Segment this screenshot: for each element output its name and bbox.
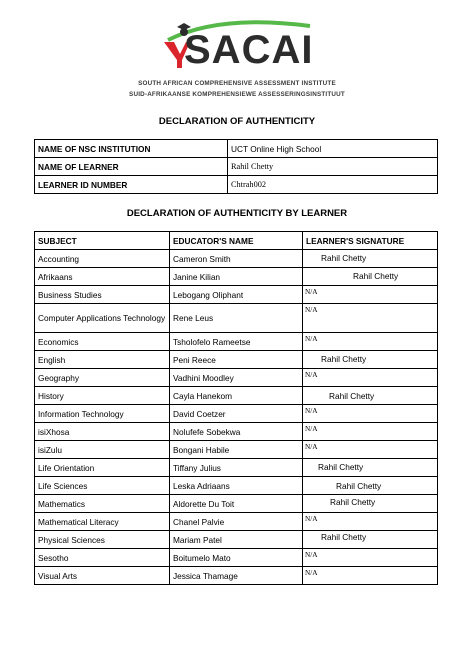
- table-row: [35, 369, 438, 387]
- subject-cell: Afrikaans: [35, 268, 170, 286]
- educator-cell: Rene Leus: [170, 304, 303, 333]
- info-label: LEARNER ID NUMBER: [35, 176, 228, 194]
- signature-cell: [303, 304, 438, 333]
- educator-cell: David Coetzer: [170, 405, 303, 423]
- subjects-table: [34, 231, 438, 585]
- signature-text: N/A: [305, 370, 318, 379]
- signature-text: Rahil Chetty: [321, 253, 367, 263]
- subject-cell: Mathematical Literacy: [35, 513, 170, 531]
- table-row: [35, 513, 438, 531]
- subject-cell: Information Technology: [35, 405, 170, 423]
- signature-cell: [303, 351, 438, 369]
- table-row: [35, 477, 438, 495]
- subject-cell: English: [35, 351, 170, 369]
- educator-cell: Jessica Thamage: [170, 567, 303, 585]
- subject-cell: Economics: [35, 333, 170, 351]
- signature-text: N/A: [305, 568, 318, 577]
- signature-text: N/A: [305, 334, 318, 343]
- educator-cell: Chanel Palvie: [170, 513, 303, 531]
- table-row: [35, 441, 438, 459]
- info-value: Chtrah002: [228, 176, 438, 194]
- table-row: [35, 250, 438, 268]
- table-row: [35, 304, 438, 333]
- institute-name-afrikaans: SUID-AFRIKAANSE KOMPREHENSIEWE ASSESSERINGSINSTITUUT: [129, 91, 345, 98]
- signature-text: Rahil Chetty: [330, 497, 376, 507]
- table-header-row: [35, 232, 438, 250]
- educator-cell: Mariam Patel: [170, 531, 303, 549]
- info-label: NAME OF LEARNER: [35, 158, 228, 176]
- column-header-signature: LEARNER'S SIGNATURE: [303, 232, 438, 250]
- educator-cell: Tsholofelo Rameetse: [170, 333, 303, 351]
- info-value: Rahil Chetty: [228, 158, 438, 176]
- table-row: [35, 423, 438, 441]
- table-row: [35, 387, 438, 405]
- subject-cell: Sesotho: [35, 549, 170, 567]
- table-row: [35, 268, 438, 286]
- signature-cell: [303, 495, 438, 513]
- subject-cell: Physical Sciences: [35, 531, 170, 549]
- signature-text: Rahil Chetty: [321, 354, 367, 364]
- learner-declaration-heading: DECLARATION OF AUTHENTICITY BY LEARNER: [126, 208, 348, 219]
- signature-cell: [303, 531, 438, 549]
- declaration-heading: DECLARATION OF AUTHENTICITY: [158, 116, 316, 127]
- signature-text: N/A: [305, 550, 318, 559]
- subject-cell: isiXhosa: [35, 423, 170, 441]
- signature-text: Rahil Chetty: [353, 271, 399, 281]
- signature-cell: [303, 477, 438, 495]
- logo-wordmark: SACAI: [184, 28, 314, 72]
- signature-cell: [303, 567, 438, 585]
- educator-cell: Boitumelo Mato: [170, 549, 303, 567]
- column-header-subject: SUBJECT: [35, 232, 170, 250]
- signature-text: N/A: [305, 514, 318, 523]
- educator-cell: Cayla Hanekom: [170, 387, 303, 405]
- educator-cell: Cameron Smith: [170, 250, 303, 268]
- educator-cell: Peni Reece: [170, 351, 303, 369]
- institute-name-english: SOUTH AFRICAN COMPREHENSIVE ASSESSMENT INSTITUTE: [138, 80, 336, 87]
- info-row-institution: [35, 140, 438, 158]
- signature-text: Rahil Chetty: [329, 391, 375, 401]
- info-label: NAME OF NSC INSTITUTION: [35, 140, 228, 158]
- signature-cell: [303, 513, 438, 531]
- signature-text: N/A: [305, 406, 318, 415]
- info-row-learner-id: [35, 176, 438, 194]
- educator-cell: Leska Adriaans: [170, 477, 303, 495]
- signature-text: N/A: [305, 442, 318, 451]
- subject-cell: Visual Arts: [35, 567, 170, 585]
- subject-cell: Geography: [35, 369, 170, 387]
- subject-cell: Mathematics: [35, 495, 170, 513]
- column-header-educator: EDUCATOR'S NAME: [170, 232, 303, 250]
- signature-cell: [303, 333, 438, 351]
- table-row: [35, 351, 438, 369]
- table-row: [35, 405, 438, 423]
- educator-cell: Tiffany Julius: [170, 459, 303, 477]
- educator-cell: Bongani Habile: [170, 441, 303, 459]
- signature-text: N/A: [305, 287, 318, 296]
- signature-text: Rahil Chetty: [321, 532, 367, 542]
- signature-text: N/A: [305, 424, 318, 433]
- learner-info-table: [34, 139, 438, 194]
- signature-cell: [303, 369, 438, 387]
- info-row-learner-name: [35, 158, 438, 176]
- educator-cell: Nolufefe Sobekwa: [170, 423, 303, 441]
- table-row: [35, 549, 438, 567]
- signature-cell: [303, 441, 438, 459]
- table-row: [35, 495, 438, 513]
- educator-cell: Lebogang Oliphant: [170, 286, 303, 304]
- signature-text: Rahil Chetty: [336, 481, 382, 491]
- subject-cell: Computer Applications Technology: [35, 304, 170, 333]
- signature-text: N/A: [305, 305, 318, 314]
- subject-cell: Life Orientation: [35, 459, 170, 477]
- subject-cell: Accounting: [35, 250, 170, 268]
- table-row: [35, 333, 438, 351]
- table-row: [35, 286, 438, 304]
- signature-cell: [303, 286, 438, 304]
- subject-cell: Business Studies: [35, 286, 170, 304]
- signature-cell: [303, 268, 438, 286]
- educator-cell: Vadhini Moodley: [170, 369, 303, 387]
- signature-cell: [303, 250, 438, 268]
- signature-cell: [303, 387, 438, 405]
- subject-cell: History: [35, 387, 170, 405]
- signature-cell: [303, 423, 438, 441]
- signature-cell: [303, 459, 438, 477]
- subject-cell: Life Sciences: [35, 477, 170, 495]
- subject-cell: isiZulu: [35, 441, 170, 459]
- signature-text: Rahil Chetty: [318, 462, 364, 472]
- table-row: [35, 567, 438, 585]
- signature-cell: [303, 549, 438, 567]
- info-value: UCT Online High School: [228, 140, 438, 158]
- signature-cell: [303, 405, 438, 423]
- educator-cell: Janine Kilian: [170, 268, 303, 286]
- table-row: [35, 531, 438, 549]
- table-row: [35, 459, 438, 477]
- educator-cell: Aldorette Du Toit: [170, 495, 303, 513]
